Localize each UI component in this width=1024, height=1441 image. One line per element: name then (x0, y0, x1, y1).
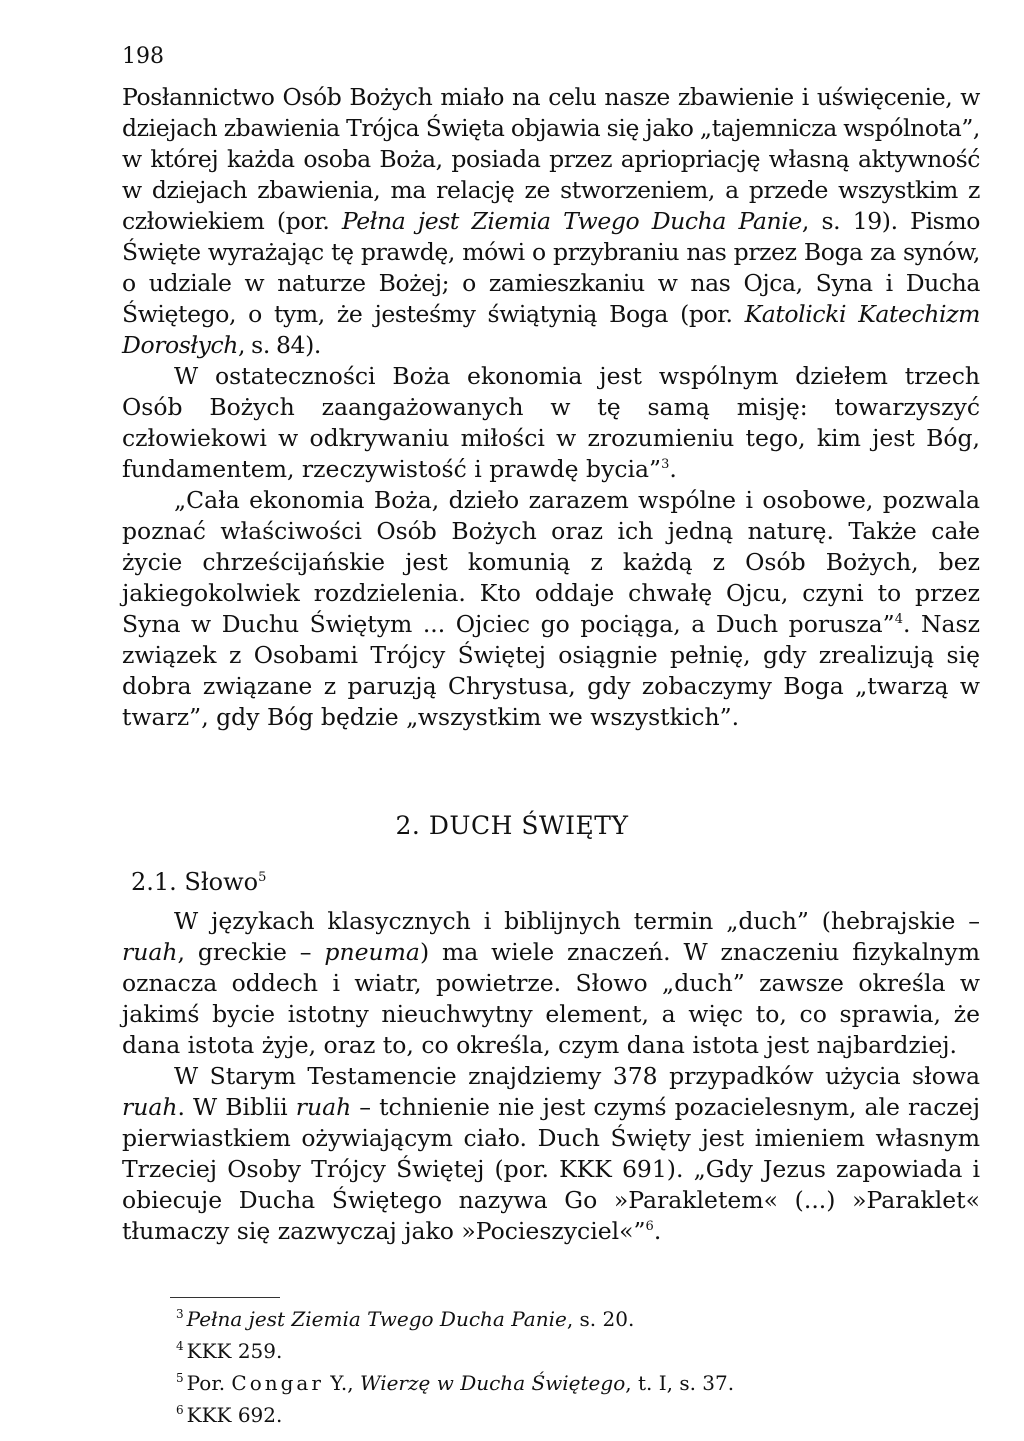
text-run: , s. 19). Pismo Święte wyrażając tę prawdę, mówi o przybraniu nas przez Boga za synów, o udziale w naturze Bożej; o zamieszkaniu w nas Ojca, Syna i Ducha Świętego, o tym, że jesteśmy świątynią Boga (por. (122, 207, 980, 328)
footnote-separator (170, 1297, 280, 1298)
text-run: , s. 84). (238, 331, 321, 359)
text-run: , t. I, s. 37. (625, 1371, 735, 1395)
italic-text: pneuma (324, 938, 420, 966)
italic-text: ruah (122, 1093, 178, 1121)
text-run: ) ma wiele znaczeń. W znaczeniu fizykalnym oznacza oddech i wiatr, powietrze. Słowo „duch” zawsze określa w jakimś bycie istotny nieuchwytny element, a więc to, co sprawia, że dana istota żyje, oraz to, co określa, czym dana istota jest najbardziej. (122, 938, 980, 1059)
text-run: Posłannictwo Osób Bożych miało na celu nasze zbawienie i uświęcenie, w dziejach zbawienia Trójca Święta objawia się jako „tajemnicza wspólnota”, w której każda osoba Boża, posiada przez apriopriację własną aktywność w dziejach zbawienia, ma relację ze stworzeniem, a przede wszystkim z człowiekiem (por. (122, 83, 980, 235)
italic-text: ruah (295, 1093, 352, 1121)
text-run: „Cała ekonomia Boża, dzieło zarazem wspólne i osobowe, pozwala poznać właściwości Osób Bożych oraz ich jedną naturę. Także całe życie chrześcijańskie jest komunią z każdą z Osób Bożych, bez jakiegokolwiek rozdzielenia. Kto oddaje chwałę Ojcu, czyni to przez Syna w Duchu Świętym ... Ojciec go pociąga, a Duch porusza” (122, 486, 980, 638)
footnote-number: 6 (176, 1403, 184, 1417)
text-run: W ostateczności Boża ekonomia jest wspólnym dziełem trzech Osób Bożych zaangażowanych w tę samą misję: towarzyszyć człowiekowi w odkrywaniu miłości w zrozumieniu tego, kim jest Bóg, fundamentem, rzeczywistość i prawdę bycia” (122, 362, 980, 483)
text-run: . (653, 1217, 662, 1245)
text-run: KKK 259. (186, 1339, 283, 1363)
paragraph (122, 82, 980, 361)
footnote-ref: 6 (645, 1219, 654, 1234)
footnote-ref: 5 (258, 870, 267, 885)
italic-text: Katolicki Katechizm Dorosłych (122, 300, 981, 359)
text-run: W językach klasycznych i biblijnych termin „duch” (hebrajskie – (174, 907, 980, 935)
text-run: , s. 20. (566, 1307, 635, 1331)
italic-text: Pełna jest Ziemia Twego Ducha Panie (341, 207, 802, 235)
italic-text: ruah (122, 938, 178, 966)
footnote (176, 1365, 734, 1397)
section-text (122, 906, 980, 1247)
paragraph (122, 906, 980, 1061)
text-run: , greckie – (177, 938, 325, 966)
footnote (176, 1301, 734, 1333)
paragraph (122, 1061, 980, 1247)
paragraph (122, 361, 980, 485)
text-run: Por. (186, 1371, 232, 1395)
text-run: . (669, 455, 677, 483)
italic-text: Wierzę w Ducha Świętego (359, 1371, 626, 1395)
subsection-title: 2.1. Słowo (131, 868, 259, 896)
footnote-ref: 3 (661, 457, 670, 472)
footnote-number: 5 (176, 1371, 184, 1385)
text-run: . Nasz związek z Osobami Trójcy Świętej osiągnie pełnię, gdy zrealizują się dobra związane z paruzją Chrystusa, gdy zobaczymy Boga „twarzą w twarz”, gdy Bóg będzie „wszystkim we wszystkich”. (122, 610, 980, 731)
author-name: Congar (231, 1371, 324, 1395)
text-run: KKK 692. (186, 1403, 283, 1427)
footnote-number: 3 (176, 1307, 184, 1321)
text-run: Y., (323, 1371, 360, 1395)
paragraph (122, 485, 980, 733)
footnote (176, 1397, 734, 1429)
subsection-heading (131, 868, 266, 896)
page-number: 198 (122, 44, 164, 69)
text-run: W Starym Testamencie znajdziemy 378 przypadków użycia słowa (174, 1062, 980, 1090)
footnote-ref: 4 (894, 612, 903, 627)
section-heading: 2. DUCH ŚWIĘTY (395, 811, 629, 840)
text-run: – tchnienie nie jest czymś pozacielesnym, ale raczej pierwiastkiem ożywiającym ciało. Duch Święty jest imieniem własnym Trzeciej Osoby Trójcy Świętej (por. KKK 691). „Gdy Jezus zapowiada i obiecuje Ducha Świętego nazywa Go »Parakletem« (...) »Paraklet« tłumaczy się zazwyczaj jako »Pocieszyciel«” (122, 1093, 980, 1245)
italic-text: Pełna jest Ziemia Twego Ducha Panie (186, 1307, 567, 1331)
footnote-number: 4 (176, 1339, 184, 1353)
main-text (122, 82, 980, 733)
text-run: . W Biblii (177, 1093, 296, 1121)
footnotes (176, 1301, 734, 1429)
footnote (176, 1333, 734, 1365)
